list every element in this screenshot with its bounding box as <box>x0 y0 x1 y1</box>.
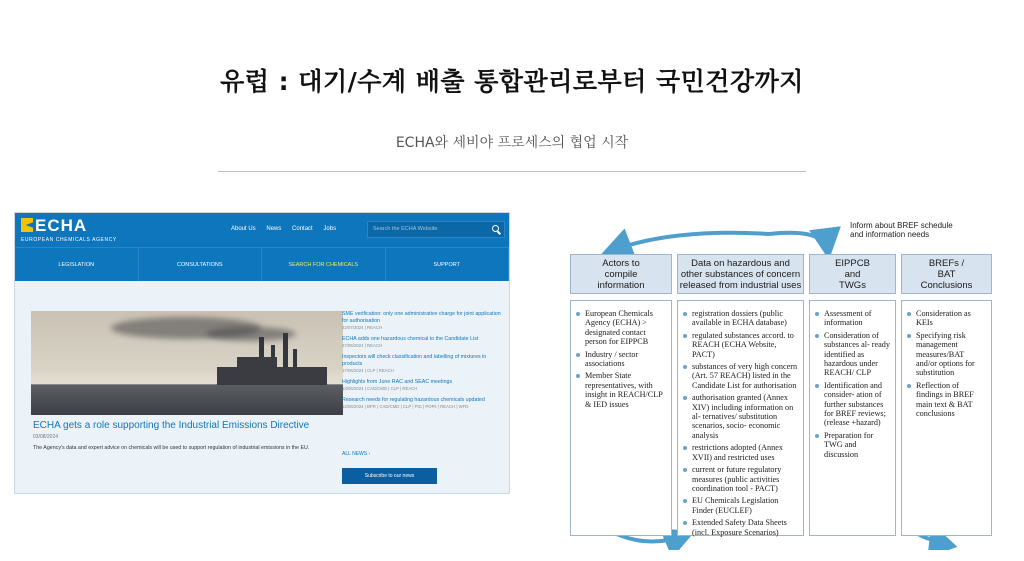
list-item: Assessment of information <box>814 309 891 328</box>
all-news-link[interactable]: ALL NEWS › <box>342 451 371 457</box>
list-item: restrictions adopted (Annex XVII) and restricted uses <box>682 443 799 462</box>
list-item: Preparation for TWG and discussion <box>814 431 891 459</box>
slide-title: 유럽 : 대기/수계 배출 통합관리로부터 국민건강까지 <box>220 67 804 96</box>
news-item[interactable] <box>342 397 504 410</box>
nav-about-us[interactable]: About Us <box>231 226 256 232</box>
column-actors <box>570 300 672 536</box>
echa-top-nav <box>231 226 345 232</box>
list-item: Industry / sector associations <box>575 350 667 369</box>
header-actors: Actors to compile information <box>570 254 672 294</box>
news-meta: 17/06/2024 | CLP | REACH <box>342 368 394 373</box>
list-item: Consideration as KEIs <box>906 309 987 328</box>
list-item: Member State representatives, with insight in REACH/CLP & IED issues <box>575 371 667 409</box>
news-title[interactable]: Research needs for regulating hazardous chemicals updated <box>342 397 485 403</box>
news-title[interactable]: SME verification: only one administrative charge for joint application for authorisation <box>342 311 501 324</box>
header-eippcb: EIPPCB and TWGs <box>809 254 896 294</box>
menu-legislation[interactable]: LEGISLATION <box>15 248 139 281</box>
bref-process-diagram <box>560 214 1000 550</box>
echa-header <box>15 213 509 247</box>
news-item[interactable] <box>342 354 504 374</box>
list-item: regulated substances accord. to REACH (ECHA Website, PACT) <box>682 331 799 359</box>
menu-search-for-chemicals[interactable]: SEARCH FOR CHEMICALS <box>262 248 386 281</box>
title-divider <box>218 171 806 172</box>
news-list <box>342 311 504 415</box>
list-item: registration dossiers (public available in ECHA database) <box>682 309 799 328</box>
menu-support[interactable]: SUPPORT <box>386 248 510 281</box>
nav-jobs[interactable]: Jobs <box>323 226 337 232</box>
list-item: Identification and consider- ation of further substances for BREF reviews; (release +hazard) <box>814 381 891 428</box>
news-title[interactable]: Inspectors will check classification and labelling of mixtures in products <box>342 354 487 367</box>
featured-article-title[interactable]: ECHA gets a role supporting the Industrial Emissions Directive <box>33 420 310 431</box>
news-item[interactable] <box>342 379 504 392</box>
news-item[interactable] <box>342 336 504 349</box>
search-placeholder: Search the ECHA Website <box>373 226 438 232</box>
list-item: current or future regulatory measures (public activities coordination tool - PACT) <box>682 465 799 493</box>
list-item: substances of very high concern (Art. 57 REACH) listed in the Candidate List for authorisation <box>682 362 799 390</box>
nav-contact[interactable]: Contact <box>292 226 313 232</box>
subscribe-button[interactable]: Subscribe to our news <box>342 468 437 484</box>
echa-logo-name: ECHA <box>35 216 88 235</box>
news-meta: 22/07/2024 | REACH <box>342 325 383 330</box>
list-item: authorisation granted (Annex XIV) including information on al- ternatives/ substitution scenarios, socio- economic analysis <box>682 393 799 440</box>
hero-image-industrial-plant[interactable] <box>31 311 343 415</box>
list-item: Reflection of findings in BREF main text & BAT conclusions <box>906 381 987 419</box>
echa-main-menu <box>15 247 509 281</box>
news-meta: 13/06/2024 | CAD/CMD | CLP | REACH <box>342 386 418 391</box>
nav-news[interactable]: News <box>266 226 282 232</box>
top-arrow-left <box>608 233 770 252</box>
column-data <box>677 300 804 536</box>
slide-subtitle: ECHA와 세비야 프로세스의 협업 시작 <box>395 135 629 151</box>
list-item: Specifying risk management measures/BAT and/or options for substitution <box>906 331 987 378</box>
echa-logo[interactable] <box>21 218 117 243</box>
inform-about-bref-label: Inform about BREF schedule and information needs <box>850 221 953 239</box>
echa-logo-sub: EUROPEAN CHEMICALS AGENCY <box>21 237 117 243</box>
header-brefs: BREFs / BAT Conclusions <box>901 254 992 294</box>
news-title[interactable]: ECHA adds one hazardous chemical to the Candidate List <box>342 336 479 342</box>
top-arrow-right <box>770 233 828 252</box>
header-data-hazardous: Data on hazardous and other substances of concern released from industrial uses <box>677 254 804 294</box>
news-title[interactable]: Highlights from June RAC and SEAC meetings <box>342 379 453 385</box>
featured-article-body: The Agency's data and expert advice on chemicals will be used to support regulation of industrial emissions in the EU. <box>33 445 310 451</box>
menu-consultations[interactable]: CONSULTATIONS <box>139 248 263 281</box>
echa-website-screenshot <box>14 212 510 494</box>
column-brefs <box>901 300 992 536</box>
list-item: European Chemicals Agency (ECHA) > designated contact person for EIPPCB <box>575 309 667 347</box>
column-eippcb <box>809 300 896 536</box>
echa-logo-mark-icon <box>21 218 33 232</box>
list-item: Consideration of substances al- ready identified as hazardous under REACH/ CLP <box>814 331 891 378</box>
list-item: EU Chemicals Legislation Finder (EUCLEF) <box>682 496 799 515</box>
echa-search-input[interactable] <box>367 221 505 238</box>
search-icon[interactable] <box>492 225 499 232</box>
news-item[interactable] <box>342 311 504 331</box>
list-item: Extended Safety Data Sheets (incl. Exposure Scenarios) <box>682 518 799 537</box>
news-meta: 12/06/2024 | BPR | CAD/CMD | CLP | PIC | POPs | REACH | WFD <box>342 404 469 409</box>
news-meta: 27/06/2024 | REACH <box>342 343 383 348</box>
featured-article-date: 03/08/2024 <box>33 434 59 440</box>
